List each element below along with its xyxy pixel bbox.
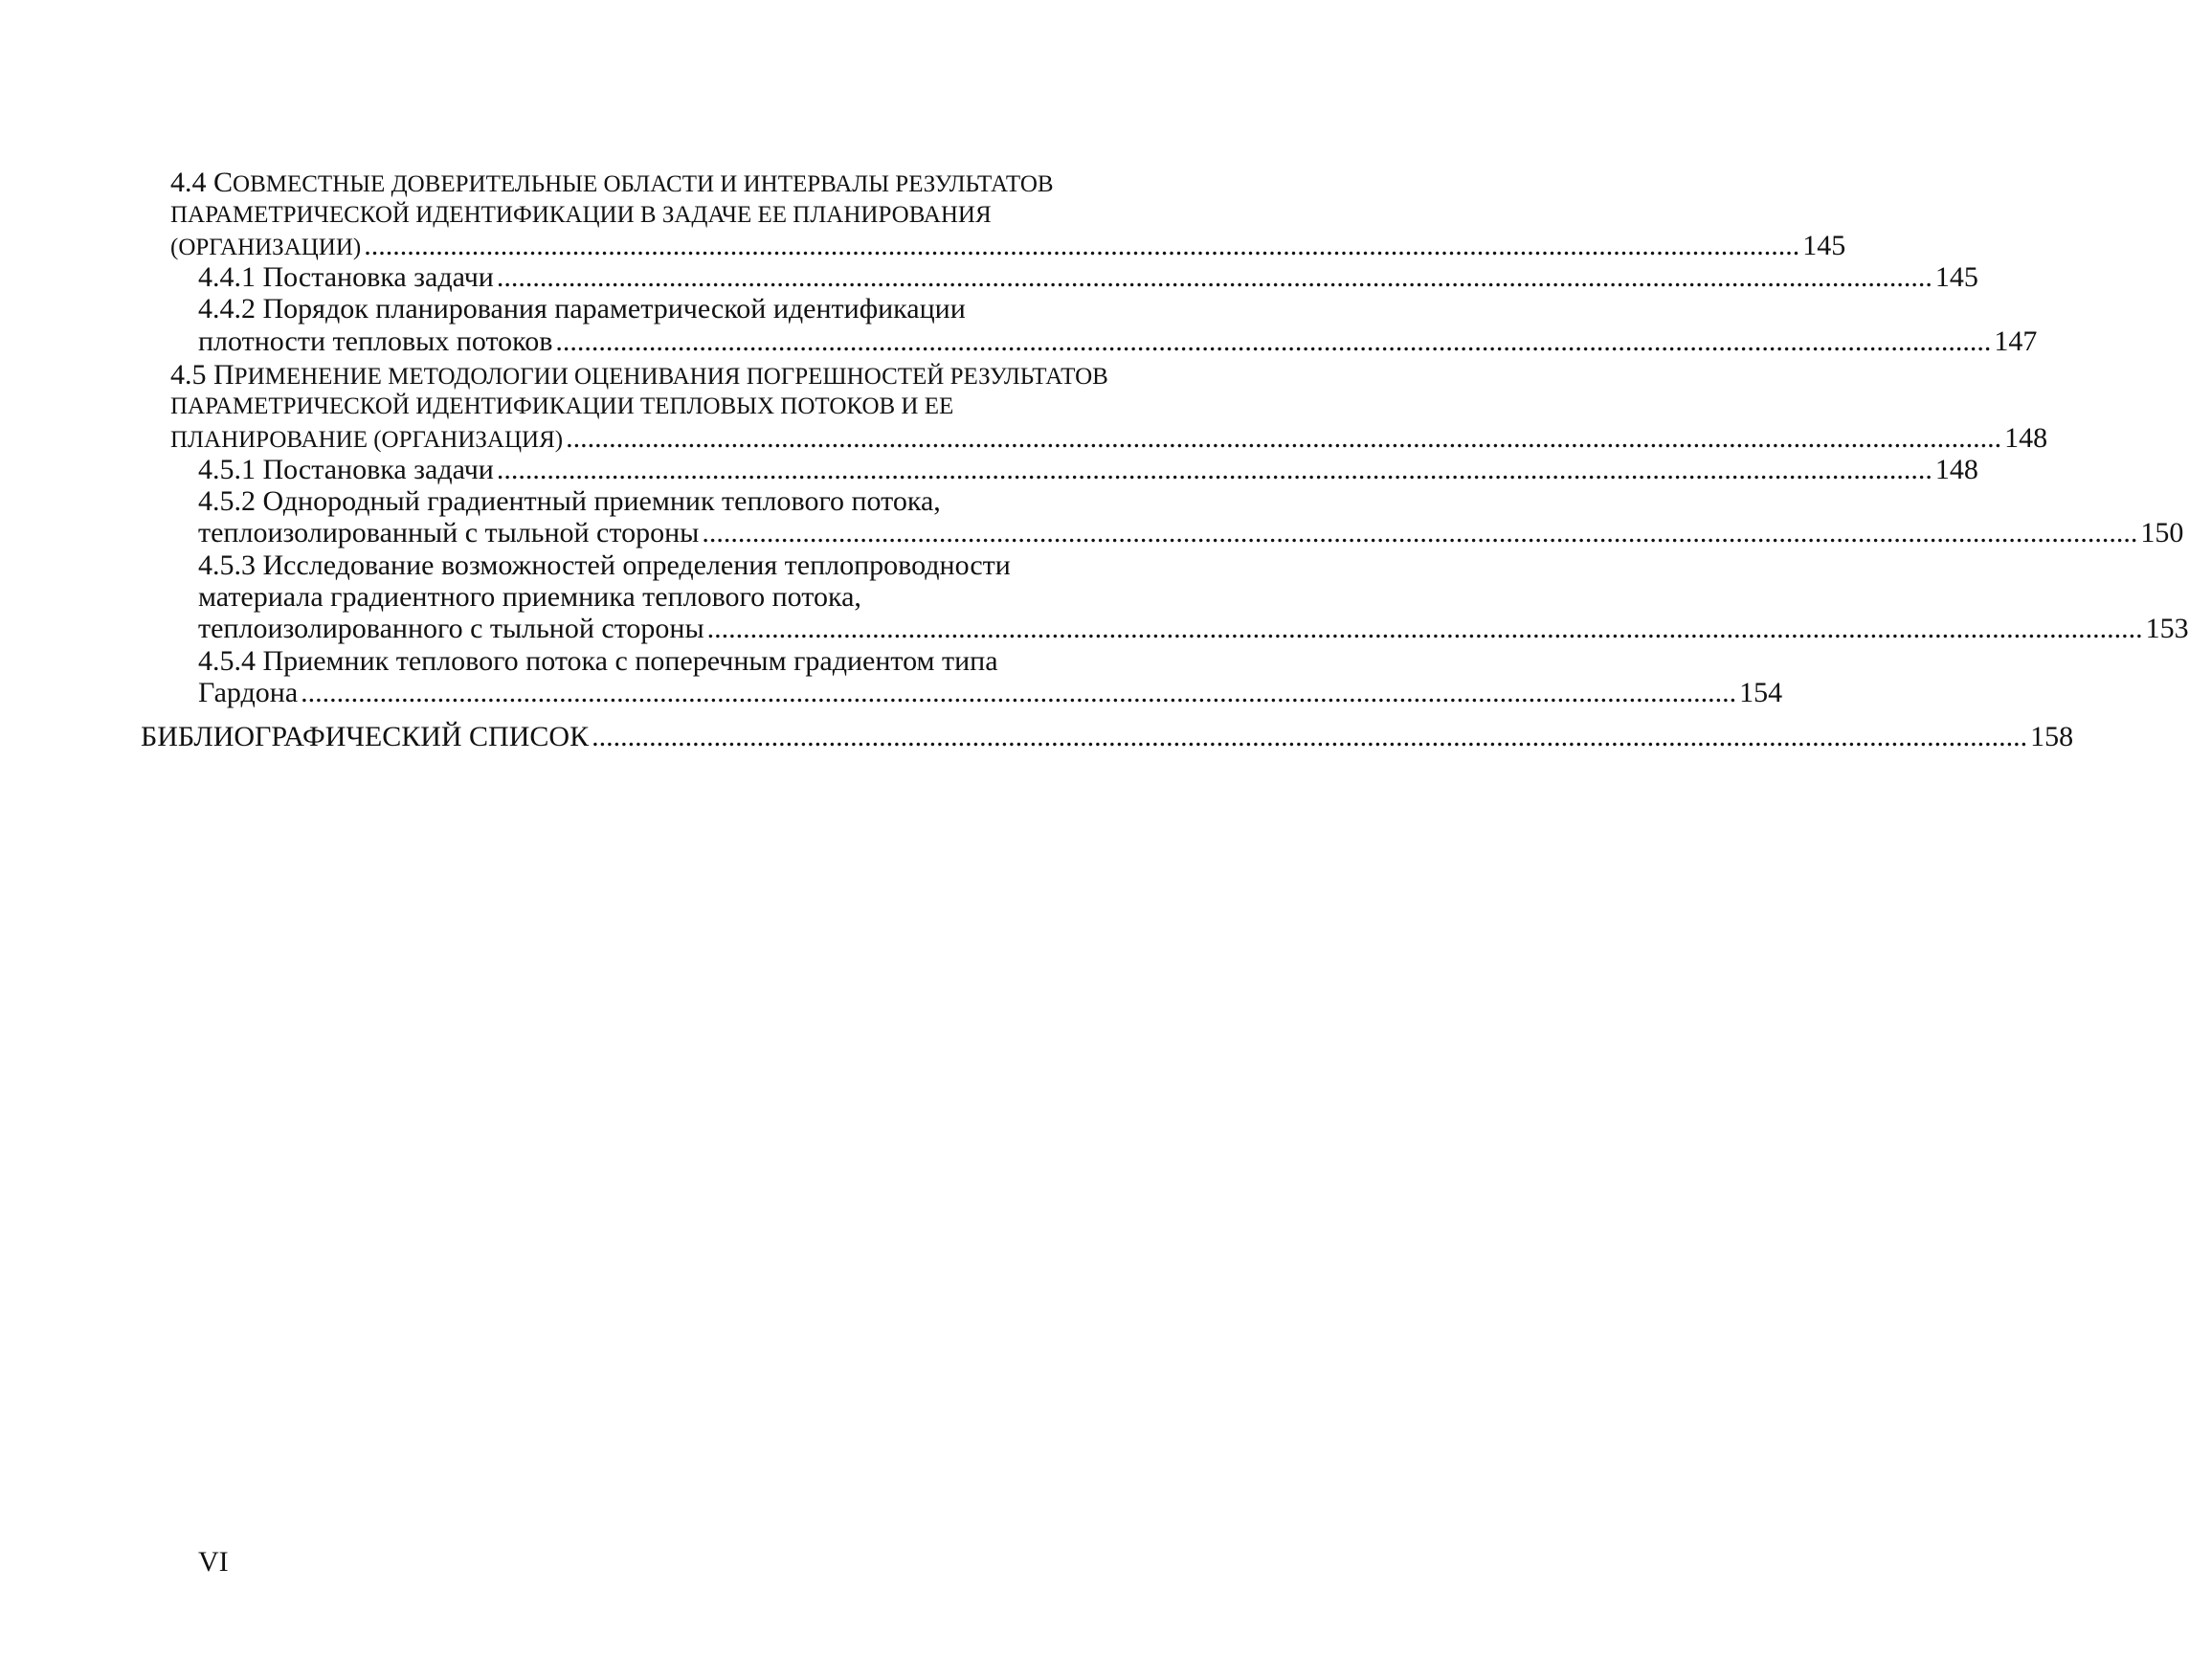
toc-4-4-page: 145 bbox=[1802, 230, 1846, 261]
toc-entry-4-4[interactable] bbox=[170, 230, 1846, 261]
toc-entry-bibliography[interactable] bbox=[141, 721, 2074, 752]
toc-4-4-line1: 4.4 СОВМЕСТНЫЕ ДОВЕРИТЕЛЬНЫЕ ОБЛАСТИ И ИНТЕРВАЛЫ РЕЗУЛЬТАТОВ bbox=[170, 167, 1054, 198]
toc-bibliography-title: БИБЛИОГРАФИЧЕСКИЙ СПИСОК bbox=[141, 721, 590, 752]
toc-4-5-3-line2: материала градиентного приемника теплового потока, bbox=[198, 581, 861, 613]
toc-4-5-2-page: 150 bbox=[2140, 517, 2184, 549]
dot-leader: ........................................................................................................................................................................................................ bbox=[364, 230, 1800, 261]
toc-4-5-2-line1: 4.5.2 Однородный градиентный приемник теплового потока, bbox=[198, 485, 941, 517]
dot-leader: ........................................................................................................................................................................................................ bbox=[301, 677, 1737, 708]
toc-4-5-1-page: 148 bbox=[1934, 454, 1978, 485]
toc-4-5-number: 4.5 bbox=[170, 359, 213, 391]
toc-entry-4-5-2[interactable] bbox=[198, 517, 2184, 549]
toc-entry-4-5-1[interactable] bbox=[198, 454, 1978, 485]
toc-4-5-3-page: 153 bbox=[2145, 613, 2189, 644]
toc-4-4-line3: (ОРГАНИЗАЦИИ) bbox=[170, 235, 362, 260]
toc-4-5-1-title: 4.5.1 Постановка задачи bbox=[198, 454, 494, 485]
dot-leader: ........................................................................................................................................................................................................ bbox=[566, 422, 2002, 454]
dot-leader: ........................................................................................................................................................................................................ bbox=[555, 325, 1992, 357]
dot-leader: ........................................................................................................................................................................................................ bbox=[706, 613, 2143, 644]
dot-leader: ........................................................................................................................................................................................................ bbox=[496, 261, 1932, 293]
toc-4-4-1-page: 145 bbox=[1934, 261, 1978, 293]
toc-4-5-3-line1: 4.5.3 Исследование возможностей определения теплопроводности bbox=[198, 549, 1011, 581]
toc-entry-4-4-2[interactable] bbox=[198, 325, 2038, 357]
toc-4-5-line1: 4.5 ПРИМЕНЕНИЕ МЕТОДОЛОГИИ ОЦЕНИВАНИЯ ПОГРЕШНОСТЕЙ РЕЗУЛЬТАТОВ bbox=[170, 359, 1108, 391]
toc-4-5-line2: ПАРАМЕТРИЧЕСКОЙ ИДЕНТИФИКАЦИИ ТЕПЛОВЫХ ПОТОКОВ И ЕЕ bbox=[170, 393, 954, 419]
dot-leader: ........................................................................................................................................................................................................ bbox=[702, 517, 2138, 549]
toc-4-5-4-line2: Гардона bbox=[198, 677, 299, 708]
toc-4-4-1-title: 4.4.1 Постановка задачи bbox=[198, 261, 494, 293]
toc-4-5-3-line3: теплоизолированного с тыльной стороны bbox=[198, 613, 704, 644]
toc-4-5-2-line2: теплоизолированный с тыльной стороны bbox=[198, 517, 700, 549]
page-number: VI bbox=[198, 1546, 229, 1578]
toc-4-4-2-page: 147 bbox=[1994, 325, 2038, 357]
toc-entry-4-5-4[interactable] bbox=[198, 677, 1783, 708]
toc-entry-4-4-1[interactable] bbox=[198, 261, 1978, 293]
toc-4-4-number: 4.4 bbox=[170, 167, 213, 198]
toc-entry-4-5[interactable] bbox=[170, 422, 2048, 454]
toc-4-4-2-line2: плотности тепловых потоков bbox=[198, 325, 553, 357]
toc-bibliography-page: 158 bbox=[2030, 721, 2074, 752]
toc-4-5-4-line1: 4.5.4 Приемник теплового потока с поперечным градиентом типа bbox=[198, 645, 998, 677]
toc-4-4-line2: ПАРАМЕТРИЧЕСКОЙ ИДЕНТИФИКАЦИИ В ЗАДАЧЕ ЕЕ ПЛАНИРОВАНИЯ bbox=[170, 202, 992, 228]
dot-leader: ........................................................................................................................................................................................................ bbox=[496, 454, 1932, 485]
toc-4-5-line3: ПЛАНИРОВАНИЕ (ОРГАНИЗАЦИЯ) bbox=[170, 427, 564, 453]
toc-4-5-4-page: 154 bbox=[1739, 677, 1783, 708]
toc-entry-4-5-3[interactable] bbox=[198, 613, 2189, 644]
toc-4-5-page: 148 bbox=[2004, 422, 2048, 454]
toc-4-4-2-line1: 4.4.2 Порядок планирования параметрической идентификации bbox=[198, 293, 966, 325]
dot-leader: ........................................................................................................................................................................................................ bbox=[592, 721, 2028, 752]
